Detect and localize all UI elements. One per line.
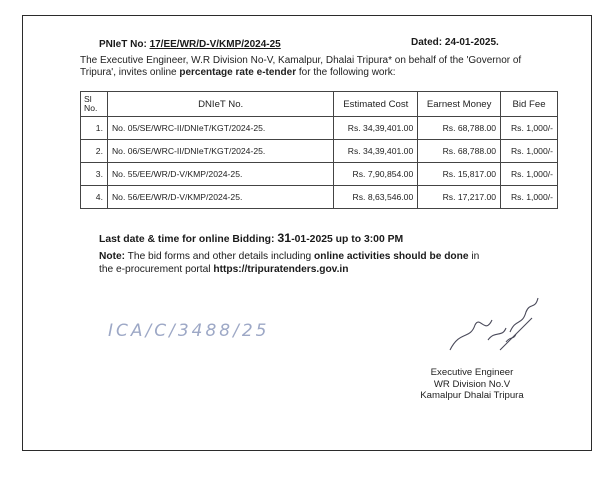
table-row (81, 163, 558, 186)
note-line-1 (99, 251, 479, 263)
note-line-2 (99, 264, 348, 276)
cell-fee: Rs. 1,000/- (501, 140, 558, 163)
dated-line (411, 37, 499, 48)
pniet-number: 17/EE/WR/D-V/KMP/2024-25 (149, 39, 281, 50)
deadline-rest: -01-2025 up to 3:00 PM (291, 234, 404, 245)
note-text-2: in (468, 251, 480, 262)
signature-scribble-icon (440, 290, 550, 365)
signatory-title: Executive Engineer (430, 367, 514, 378)
cell-fee: Rs. 1,000/- (501, 117, 558, 140)
dated-label: Dated: (411, 37, 443, 48)
header-earnest-money: Earnest Money (418, 92, 501, 117)
intro-tender-type: percentage rate e-tender (179, 67, 297, 78)
handwritten-reference: ICA/C/3488/25 (108, 321, 270, 341)
cell-sl: 2. (81, 140, 108, 163)
note-line-2-pre: the e-procurement portal (99, 264, 214, 275)
cell-dniet: No. 06/SE/WRC-II/DNIeT/KGT/2024-25. (107, 140, 333, 163)
table-row (81, 117, 558, 140)
tender-works-table (80, 91, 558, 209)
deadline-day: 31 (277, 231, 292, 245)
table-row (81, 140, 558, 163)
note-bold: online activities should be done (314, 251, 469, 262)
cell-dniet: No. 05/SE/WRC-II/DNIeT/KGT/2024-25. (107, 117, 333, 140)
table-header-row (81, 92, 558, 117)
cell-cost: Rs. 7,90,854.00 (334, 163, 418, 186)
cell-sl: 3. (81, 163, 108, 186)
header-sl-no: Sl No. (81, 92, 108, 117)
intro-line-2-post: for the following work: (296, 67, 396, 78)
cell-sl: 4. (81, 186, 108, 209)
cell-cost: Rs. 34,39,401.00 (334, 140, 418, 163)
bidding-deadline (99, 231, 403, 245)
header-bid-fee: Bid Fee (501, 92, 558, 117)
header-estimated-cost: Estimated Cost (334, 92, 418, 117)
table-row (81, 186, 558, 209)
cell-earnest: Rs. 17,217.00 (418, 186, 501, 209)
cell-earnest: Rs. 15,817.00 (418, 163, 501, 186)
dated-value: 24-01-2025. (444, 37, 499, 48)
portal-url: https://tripuratenders.gov.in (213, 264, 349, 275)
note-text-1: The bid forms and other details including (125, 251, 314, 262)
signature-block (413, 367, 531, 402)
cell-fee: Rs. 1,000/- (501, 163, 558, 186)
cell-dniet: No. 55/EE/WR/D-V/KMP/2024-25. (107, 163, 333, 186)
intro-line-1: The Executive Engineer, W.R Division No-V, Kamalpur, Dhalai Tripura* on behalf of the 'Governor of (80, 55, 522, 66)
cell-earnest: Rs. 68,788.00 (418, 117, 501, 140)
intro-line-2 (80, 67, 396, 79)
signatory-location: Kamalpur Dhalai Tripura (420, 390, 524, 401)
signatory-division: WR Division No.V (433, 378, 511, 390)
cell-earnest: Rs. 68,788.00 (418, 140, 501, 163)
cell-cost: Rs. 34,39,401.00 (334, 117, 418, 140)
intro-line-2-pre: Tripura', invites online (80, 67, 180, 78)
header-dniet-no: DNIeT No. (107, 92, 333, 117)
note-label: Note: (99, 251, 126, 262)
cell-dniet: No. 56/EE/WR/D-V/KMP/2024-25. (107, 186, 333, 209)
cell-fee: Rs. 1,000/- (501, 186, 558, 209)
deadline-label: Last date & time for online Bidding: (99, 234, 278, 245)
pniet-reference (99, 39, 281, 50)
cell-cost: Rs. 8,63,546.00 (334, 186, 418, 209)
pniet-label: PNIeT No: (99, 39, 150, 50)
cell-sl: 1. (81, 117, 108, 140)
